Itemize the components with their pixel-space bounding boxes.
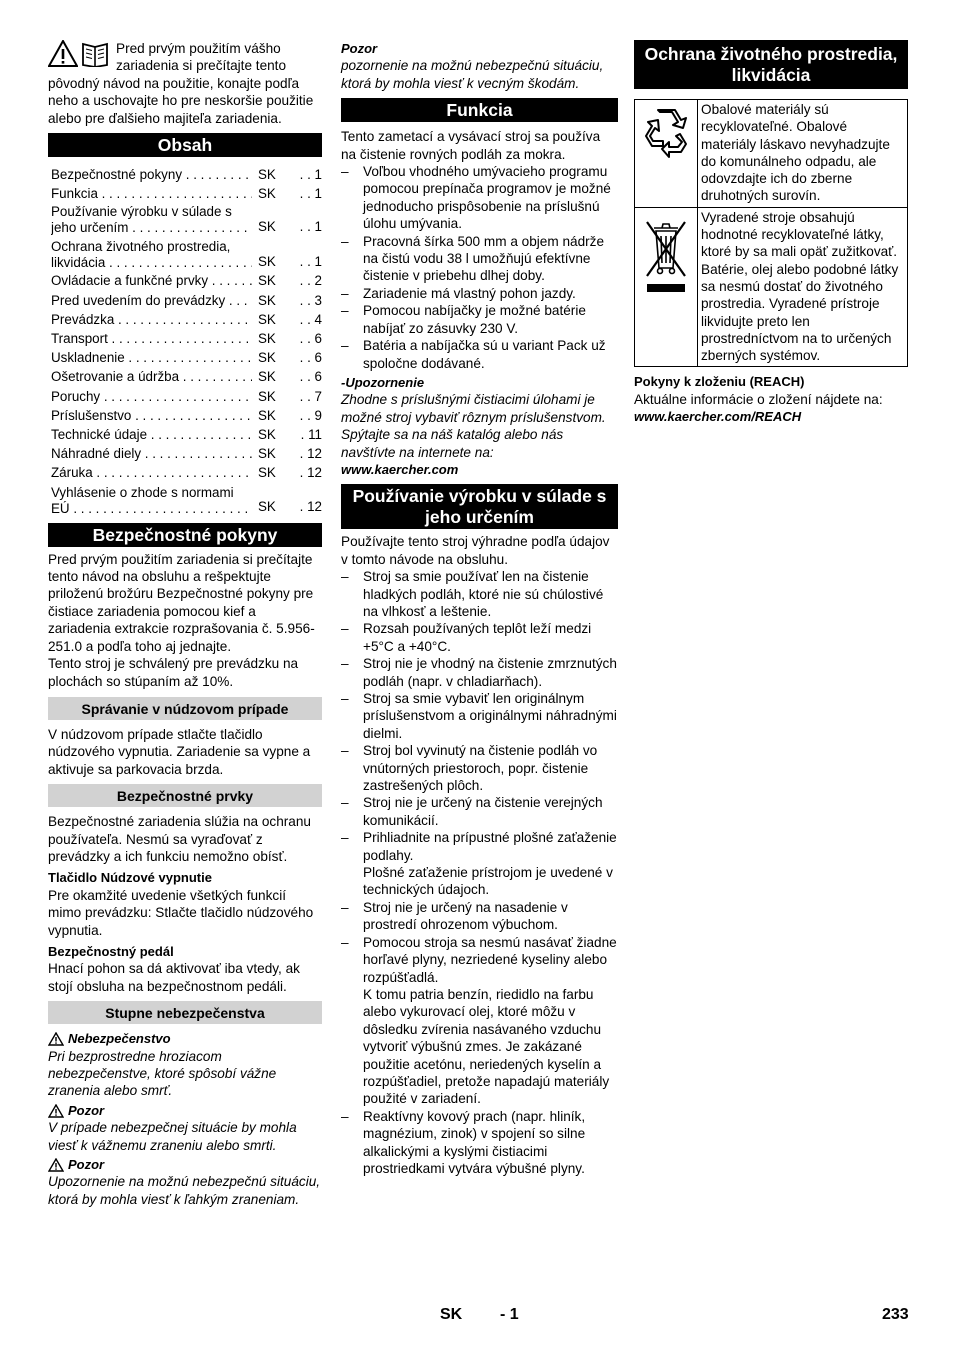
safety-paragraph-2: Tento stroj je schválený pre prevádzku na plochách so stúpaním až 10%. [48,656,299,689]
intended-use-heading: Používanie výrobku v súlade s jeho určením [341,484,618,529]
manual-book-icon [80,40,110,67]
column-left [48,40,322,1208]
list-item: – Stroj bol vyvinutý na čistenie podláh vo vnútorných priestoroch, popr. čistenie zastrešených plôch. [341,742,618,794]
recycle-cell [635,100,698,208]
hazard-level-3-text: Upozornenie na možnú nebezpečnú situáciu, ktorá by mohla viesť k ľahkým zraneniam. [48,1174,321,1207]
toc-entry[interactable]: Technické údaje . . . SK . 11 [48,425,322,444]
hazard-level-1-text: Pri bezprostredne hroziacom nebezpečenstve, ktoré spôsobí vážne zranenia alebo smrť. [48,1048,277,1099]
environment-table [634,99,908,367]
function-intro: Tento zametací a vysávací stroj sa používa na čistenie rovných podláh za mokra. [341,129,601,162]
list-item: – Stroj nie je vhodný na čistenie zmrznutých podláh (napr. v chladiarňach). [341,655,618,690]
note-title: -Upozornenie [341,374,425,390]
hazard-level-2 [48,1102,322,1119]
column-right [634,40,908,426]
toc-entry[interactable]: Záruka . . . SK . 12 [48,463,322,482]
list-item: – Rozsah používaných teplôt leží medzi +5°C a +40°C. [341,620,618,655]
footer-section: - 1 [500,1306,519,1323]
toc-entry[interactable]: Funkcia . . . SK . . 1 [48,184,322,203]
pedal-title: Bezpečnostný pedál [48,943,174,959]
hazard-level-3-title: Pozor [68,1157,105,1173]
list-item: – Reaktívny kovový prach (napr. hliník, magnézium, zinok) v spojení so silne alkalickými a kyslými čistiacimi prostriedkami vytvára výbušné plyny. [341,1108,618,1178]
pedal-text: Hnací pohon sa dá aktivovať iba vtedy, ak stojí obsluha na bezpečnostnom pedáli. [48,961,300,994]
list-item: – Stroj nie je určený na nasadenie v prostredí ohrozenom výbuchom. [341,899,618,934]
warning-icon [48,40,78,67]
list-item: – Stroj sa smie používať len na čistenie hladkých podláh, ktoré nie sú chúlostivé na vlhkosť a leštenie. [341,568,618,620]
list-item: – Batéria a nabíjačka sú u variant Pack už spoločne dodávané. [341,337,618,372]
crossed-bin-icon [641,214,691,298]
hazard-level-2-text: V prípade nebezpečnej situácie by mohla viesť k vážnemu zraneniu alebo smrti. [48,1120,297,1153]
reach-link[interactable]: www.kaercher.com/REACH [634,409,802,425]
hazard-level-2-title: Pozor [68,1102,105,1118]
toc-entry[interactable]: Prevádzka . . . SK . . 4 [48,310,322,329]
safety-heading: Bezpečnostné pokyny [48,523,322,547]
toc-heading: Obsah [48,133,322,157]
table-row [635,100,908,208]
table-row [635,207,908,367]
recycle-icon [638,104,694,160]
toc-entry[interactable]: Ochrana životného prostredia, likvidácia . . . SK . . 1 [48,239,322,271]
toc-entry[interactable]: Pred uvedením do prevádzky . . . SK . . 3 [48,291,322,310]
packaging-text: Obalové materiály sú recyklovateľné. Obalové materiály láskavo nevyhadzujte do komunálneho odpadu, ale odovzdajte ich do zberne druhotných surovín. [698,100,908,208]
list-item: – Zariadenie má vlastný pohon jazdy. [341,285,618,302]
toc-entry[interactable]: Vyhlásenie o zhode s normami EÚ . . . SK . 12 [48,485,322,517]
emergency-heading: Správanie v núdzovom prípade [48,697,322,720]
intro-text: Pred prvým použitím vášho zariadenia si prečítajte tento pôvodný návod na použitie, konajte podľa neho a uschovajte ho pre neskoršie použitie alebo pre ďalšieho majiteľa zariadenia. [48,41,314,126]
note-text-2: Spýtajte sa na náš katalóg alebo nás navštívte na internete na: [341,427,564,460]
kaercher-link[interactable]: www.kaercher.com [341,461,459,477]
page-number: 233 [882,1306,909,1323]
toc-entry[interactable]: Ošetrovanie a údržba . . . SK . . 6 [48,367,322,386]
toc-entry[interactable]: Transport . . . SK . . 6 [48,329,322,348]
toc-entry[interactable]: Bezpečnostné pokyny . . . SK . . 1 [48,165,322,184]
toc-entry[interactable]: Používanie výrobku v súlade s jeho určením . . . SK . . 1 [48,204,322,236]
intended-use-list [341,568,618,1177]
pozor-title: Pozor [341,41,378,56]
estop-text: Pre okamžité uvedenie všetkých funkcií mimo prevádzku: Stlačte tlačidlo núdzového vypnutia. [48,887,314,938]
emergency-text: V núdzovom prípade stlačte tlačidlo núdzového vypnutia. Zariadenie sa vypne a aktivuje sa parkovacia brzda. [48,726,311,777]
list-item: – Pomocou nabíjačky je možné batérie nabíjať zo zásuvky 230 V. [341,302,618,337]
warning-icon [48,1158,64,1172]
disposal-text: Vyradené stroje obsahujú hodnotné recyklovateľné látky, ktoré by sa mali opäť zužitkovať. Batérie, olej alebo podobné látky sa nesmú dostať do životného prostredia. Vyradené prístroje likvidujte preto len prostredníctvom na to určených zberných systémov. [698,207,908,367]
function-list [341,163,618,372]
intro-icons [48,40,112,70]
warning-icon [48,1032,64,1046]
hazard-levels-heading: Stupne nebezpečenstva [48,1001,322,1024]
footer-language: SK [440,1306,463,1323]
intro-block [48,40,322,127]
intended-use-intro: Používajte tento stroj výhradne podľa údajov v tomto návode na obsluhu. [341,534,610,567]
list-item: – Stroj nie je určený na čistenie verejných komunikácií. [341,794,618,829]
toc-entry[interactable]: Ovládacie a funkčné prvky . . . SK . . 2 [48,271,322,290]
safety-devices-heading: Bezpečnostné prvky [48,784,322,807]
toc-entry[interactable]: Príslušenstvo . . . SK . . 9 [48,406,322,425]
table-of-contents [48,165,322,517]
toc-entry[interactable]: Uskladnenie . . . SK . . 6 [48,348,322,367]
toc-entry[interactable]: Náhradné diely . . . SK . 12 [48,444,322,463]
note-text-1: Zhodne s príslušnými čistiacimi úlohami je možné stroj vybaviť rôznym príslušenstvom. [341,392,606,425]
hazard-level-1-title: Nebezpečenstvo [68,1031,171,1047]
list-item: – Pomocou stroja sa nesmú nasávať žiadne horľavé plyny, nezriedené kyseliny alebo rozpúšťadlá. K tomu patria benzín, riedidlo na farbu alebo vykurovací olej, ktoré môžu v dôsledku zvírenia nasávaného vzduchu vytvoriť výbušnú zmes. Je zakázané použitie acetónu, neriedených kyselín a rozpúšťadiel, pretože napadajú materiály použité v zariadení. [341,934,618,1108]
safety-devices-text: Bezpečnostné zariadenia slúžia na ochranu používateľa. Nesmú sa vyraďovať z prevádzky a ich funkciu nemožno obísť. [48,814,311,864]
column-middle [341,40,618,1177]
disposal-cell [635,207,698,367]
environment-heading: Ochrana životného prostredia, likvidácia [634,40,908,89]
list-item: – Voľbou vhodného umývacieho programu pomocou prepínača programov je možné jednoducho prispôsobenie na príslušnú úlohu umývania. [341,163,618,233]
list-item: – Stroj sa smie vybaviť len originálnym príslušenstvom a originálnymi náhradnými dielmi. [341,690,618,742]
toc-entry[interactable]: Poruchy . . . SK . . 7 [48,387,322,406]
safety-paragraph-1: Pred prvým použitím zariadenia si prečítajte tento návod na obsluhu a rešpektujte priloženú brožúru Bezpečnostné pokyny pre čistiace zariadenia pomocou kief a zariadenia extrakcie rozprašovania č. 5.956-251.0 a podľa toho aj jednajte. [48,551,315,654]
hazard-level-1 [48,1030,322,1047]
estop-title: Tlačidlo Núdzové vypnutie [48,870,212,886]
list-item: – Prihliadnite na prípustné plošné zaťaženie podlahy. Plošné zaťaženie prístrojom je uvedené v technických údajoch. [341,829,618,899]
reach-title: Pokyny k zloženiu (REACH) [634,374,805,390]
warning-icon [48,1104,64,1118]
function-heading: Funkcia [341,98,618,122]
list-item: – Pracovná šírka 500 mm a objem nádrže na čistú vodu 38 l umožňujú efektívne čistenie v priebehu dlhej doby. [341,233,618,285]
reach-text: Aktuálne informácie o zložení nájdete na: [634,391,883,407]
pozor-text: pozornenie na možnú nebezpečnú situáciu, ktorá by mohla viesť k vecným škodám. [341,58,604,91]
hazard-level-3 [48,1156,322,1173]
